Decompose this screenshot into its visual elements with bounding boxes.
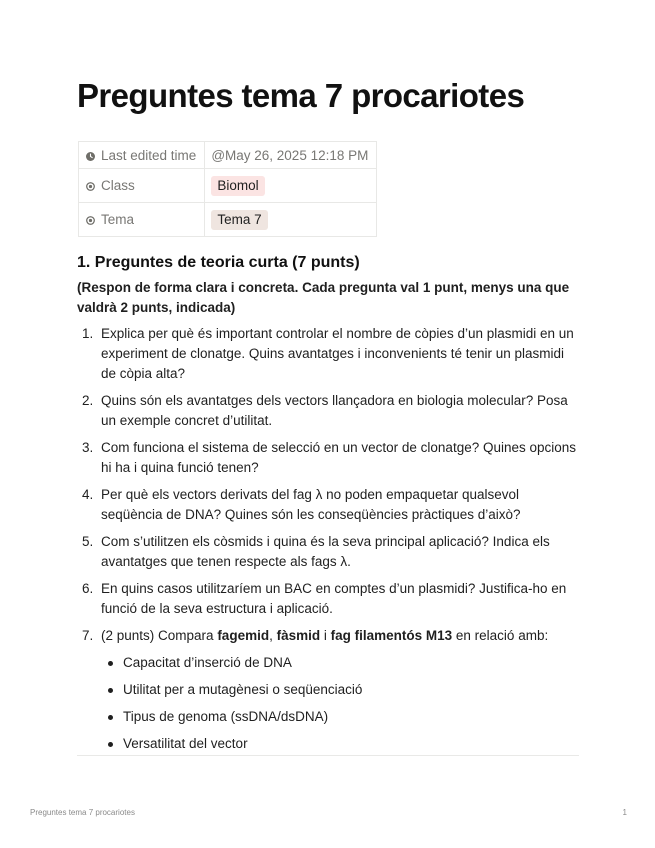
bullet-item [101, 707, 579, 727]
select-icon [86, 216, 95, 225]
bullet-dot-icon [108, 688, 113, 693]
bullet-item [101, 653, 579, 673]
question-number: 1. [82, 326, 94, 341]
section-heading: 1. Preguntes de teoria curta (7 punts) [77, 254, 360, 271]
bullet-text: Versatilitat del vector [123, 736, 248, 751]
bullet-dot-icon [108, 661, 113, 666]
property-value[interactable] [205, 142, 377, 169]
question-item [77, 579, 579, 619]
clock-icon [86, 152, 95, 161]
question-item [77, 532, 579, 572]
property-label: Tema [101, 212, 135, 227]
bullet-dot-icon [108, 715, 113, 720]
question-list [77, 324, 579, 761]
property-value[interactable] [205, 203, 377, 237]
question-item [77, 485, 579, 525]
q7-prefix: (2 punts) Compara [101, 628, 218, 643]
question-text: Com s’utilitzen els còsmids i quina és la seva principal aplicació? Indica els avantatges que tenen respecte als fags λ. [101, 534, 550, 569]
divider [77, 755, 579, 756]
footer-page-number: 1 [622, 808, 627, 817]
q7-separator: i [320, 628, 331, 643]
question-item [77, 324, 579, 384]
question-number: 7. [82, 628, 94, 643]
property-row-tema [79, 203, 377, 237]
question-number: 5. [82, 534, 94, 549]
q7-suffix: en relació amb: [452, 628, 549, 643]
class-tag[interactable]: Biomol [211, 176, 264, 196]
question-text: Com funciona el sistema de selecció en un vector de clonatge? Quines opcions hi ha i quina funció tenen? [101, 440, 577, 475]
q7-term-fasmid: fàsmid [276, 628, 321, 643]
property-value[interactable] [205, 169, 377, 203]
bullet-text: Tipus de genoma (ssDNA/dsDNA) [123, 709, 329, 724]
bullet-text: Utilitat per a mutagènesi o seqüenciació [123, 682, 363, 697]
question-text [101, 626, 579, 646]
question-item [77, 391, 579, 431]
question-text: Quins són els avantatges dels vectors llançadora en biologia molecular? Posa un exemple concret d’utilitat. [101, 393, 568, 428]
property-key [79, 142, 205, 169]
properties-table [78, 141, 377, 237]
page-title: Preguntes tema 7 procariotes [77, 77, 525, 114]
property-label: Last edited time [101, 147, 197, 163]
property-key [79, 169, 205, 203]
question-number: 3. [82, 440, 94, 455]
section-intro: (Respon de forma clara i concreta. Cada pregunta val 1 punt, menys una que valdrà 2 punts, indicada) [77, 280, 570, 315]
question-text: Explica per què és important controlar el nombre de còpies d’un plasmidi en un experiment de clonatge. Quins avantatges i inconvenients té tenir un plasmidi de còpia alta? [101, 326, 574, 381]
footer-title: Preguntes tema 7 procariotes [30, 808, 135, 817]
property-label: Class [101, 178, 135, 193]
tema-tag[interactable]: Tema 7 [211, 210, 267, 230]
question-item [77, 438, 579, 478]
property-row-class [79, 169, 377, 203]
question-number: 2. [82, 393, 94, 408]
select-icon [86, 182, 95, 191]
q7-term-m13: fag filamentós M13 [330, 628, 453, 643]
last-edited-value: @May 26, 2025 12:18 PM [211, 147, 369, 163]
bullet-item [101, 680, 579, 700]
question-number: 6. [82, 581, 94, 596]
question-number: 4. [82, 487, 94, 502]
bullet-text: Capacitat d’inserció de DNA [123, 655, 292, 670]
question-text: En quins casos utilitzaríem un BAC en comptes d’un plasmidi? Justifica-ho en funció de la seva estructura i aplicació. [101, 581, 567, 616]
property-key [79, 203, 205, 237]
question-text: Per què els vectors derivats del fag λ no poden empaquetar qualsevol seqüència de DNA? Quines són les conseqüències pràctiques d’això? [101, 487, 521, 522]
q7-bullet-list [101, 653, 579, 754]
property-row-last-edited [79, 142, 377, 169]
question-item-7 [77, 626, 579, 754]
bullet-dot-icon [108, 742, 113, 747]
bullet-item [101, 734, 579, 754]
q7-separator: , [269, 628, 277, 643]
q7-term-fagemid: fagemid [217, 628, 270, 643]
